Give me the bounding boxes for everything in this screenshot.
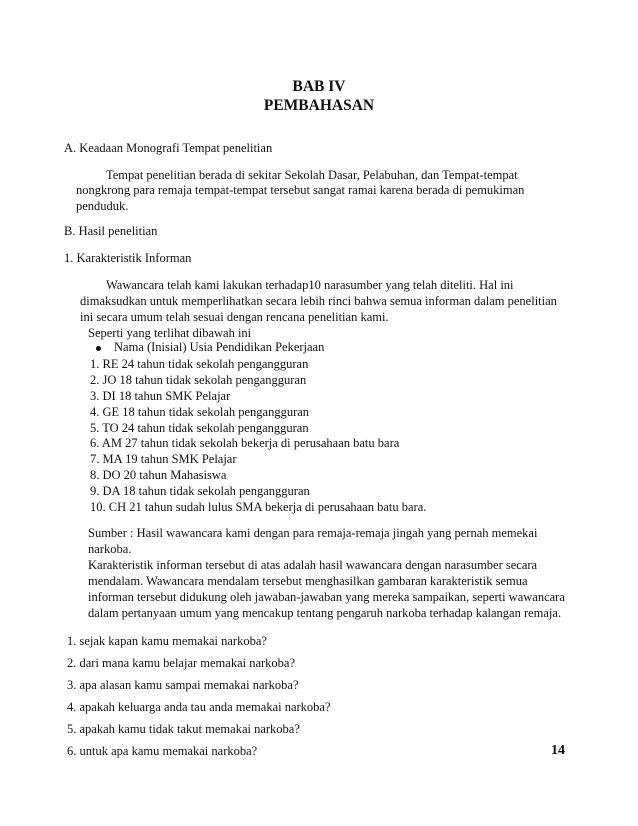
list-item: 1. sejak kapan kamu memakai narkoba?: [67, 634, 267, 648]
list-item: 8. DO 20 tahun Mahasiswa: [90, 468, 227, 482]
list-item: 10. CH 21 tahun sudah lulus SMA bekerja di perusahaan batu bara.: [90, 500, 427, 514]
list-item: 1. RE 24 tahun tidak sekolah pengangguran: [90, 357, 309, 371]
list-item: 4. apakah keluarga anda tau anda memakai narkoba?: [67, 700, 331, 714]
list-item: 5. apakah kamu tidak takut memakai narkoba?: [67, 722, 300, 736]
list-item: 5. TO 24 tahun tidak sekolah pengangguran: [90, 421, 309, 435]
list-item: 6. AM 27 tahun tidak sekolah bekerja di perusahaan batu bara: [90, 436, 400, 450]
list-item: 2. dari mana kamu belajar memakai narkoba?: [67, 656, 296, 670]
list-item: 6. untuk apa kamu memakai narkoba?: [67, 744, 258, 758]
list-item: 4. GE 18 tahun tidak sekolah pengangguran: [90, 405, 310, 419]
chapter-number: BAB IV: [292, 78, 346, 95]
page-number: 14: [551, 743, 565, 758]
list-item: 9. DA 18 tahun tidak sekolah pengangguran: [90, 484, 310, 498]
chapter-title: PEMBAHASAN: [263, 97, 375, 114]
bullet-icon: [96, 346, 101, 351]
section-b-title: B. Hasil penelitian: [64, 224, 158, 238]
list-item: 2. JO 18 tahun tidak sekolah pengangguran: [90, 373, 307, 387]
subsection-1-title: 1. Karakteristik Informan: [64, 251, 192, 265]
section-a-title: A. Keadaan Monografi Tempat penelitian: [64, 141, 273, 155]
list-item: 7. MA 19 tahun SMK Pelajar: [90, 452, 237, 466]
list-item: 3. apa alasan kamu sampai memakai narkoba?: [67, 678, 299, 692]
list-item: 3. DI 18 tahun SMK Pelajar: [90, 389, 231, 403]
